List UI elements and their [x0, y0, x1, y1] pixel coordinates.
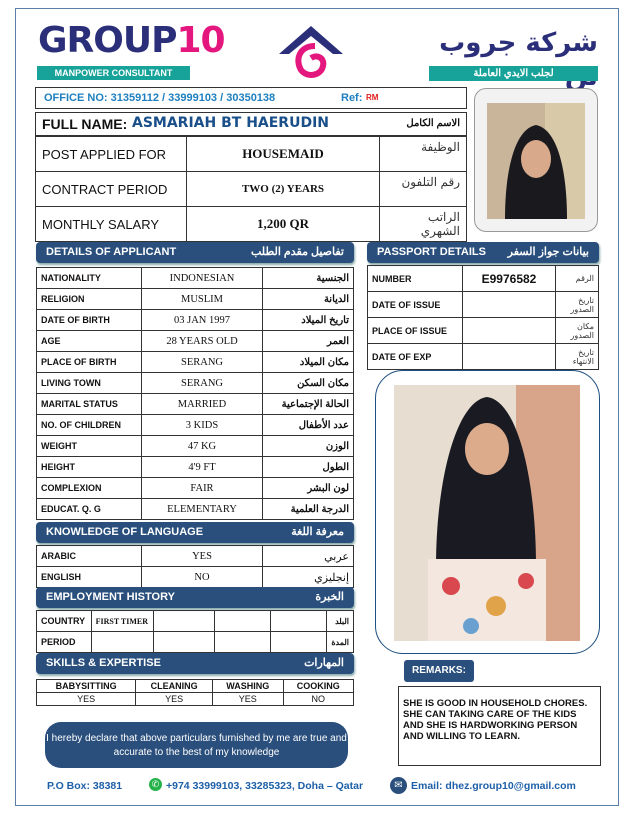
language-table: [36, 545, 354, 588]
table-row: PERIOD المدة: [37, 632, 354, 653]
table-row: RELIGION MUSLIM الديانة: [37, 289, 354, 310]
table-row: EDUCAT. Q. G ELEMENTARY الدرجة العلمية: [37, 499, 354, 520]
table-row: YES YES YES NO: [37, 693, 354, 706]
employment-header: EMPLOYMENT HISTORY الخبرة: [36, 587, 354, 608]
passport-table: [367, 265, 599, 370]
table-row: NATIONALITY INDONESIAN الجنسية: [37, 268, 354, 289]
applicant-photo-small: [474, 88, 598, 232]
table-row: HEIGHT 4'9 FT الطول: [37, 457, 354, 478]
full-name-value: ASMARIAH BT HAERUDIN: [132, 115, 330, 131]
ref-value: RM: [366, 93, 379, 102]
logo-subtitle-arabic: لجلب الايدي العاملة: [429, 66, 598, 81]
table-row: NUMBER E9976582 الرقم: [368, 266, 599, 292]
table-row: PLACE OF ISSUE مكان الصدور: [368, 318, 599, 344]
salary-value: 1,200 QR: [187, 207, 380, 242]
footer-phone: +974 33999103, 33285323, Doha – Qatar: [166, 780, 364, 792]
table-row: DATE OF BIRTH 03 JAN 1997 تاريخ الميلاد: [37, 310, 354, 331]
table-row: COMPLEXION FAIR لون البشر: [37, 478, 354, 499]
salary-label: MONTHLY SALARY: [36, 207, 187, 242]
contract-value: TWO (2) YEARS: [187, 172, 380, 207]
post-value: HOUSEMAID: [187, 137, 380, 172]
table-row: MARITAL STATUS MARRIED الحالة الإجتماعية: [37, 394, 354, 415]
po-box: P.O Box: 38381: [47, 780, 123, 792]
ref-label: Ref:: [341, 92, 363, 104]
table-row: LIVING TOWN SERANG مكان السكن: [37, 373, 354, 394]
table-row: DATE OF ISSUE تاريخ الصدور: [368, 292, 599, 318]
full-name-row: [35, 112, 467, 136]
applicant-photo-large: [375, 370, 600, 654]
job-info-table: [35, 136, 467, 242]
passport-header: PASSPORT DETAILS بيانات جواز السفر: [367, 242, 599, 263]
office-numbers: [35, 87, 467, 109]
table-row: [36, 207, 467, 242]
details-header: DETAILS OF APPLICANT تفاصيل مقدم الطلب: [36, 242, 354, 263]
table-row: COUNTRY FIRST TIMER البلد: [37, 611, 354, 632]
whatsapp-icon: ✆: [149, 778, 162, 791]
table-row: ARABIC YES عربي: [37, 546, 354, 567]
table-row: AGE 28 YEARS OLD العمر: [37, 331, 354, 352]
table-row: DATE OF EXP تاريخ الانتهاء: [368, 344, 599, 370]
office-text: OFFICE NO: 31359112 / 33999103 / 30350138: [44, 92, 276, 104]
logo-mark-icon: [275, 20, 347, 82]
salary-arabic: الراتب الشهري: [380, 207, 467, 242]
table-row: WEIGHT 47 KG الوزن: [37, 436, 354, 457]
logo-subtitle-english: MANPOWER CONSULTANT: [37, 66, 190, 80]
table-row: NO. OF CHILDREN 3 KIDS عدد الأطفال: [37, 415, 354, 436]
table-row: BABYSITTING CLEANING WASHING COOKING: [37, 680, 354, 693]
table-row: PLACE OF BIRTH SERANG مكان الميلاد: [37, 352, 354, 373]
remarks-text: SHE IS GOOD IN HOUSEHOLD CHORES. SHE CAN TAKING CARE OF THE KIDS AND SHE IS HARDWORKING PERSON AND WILLING TO LEARN.: [398, 686, 601, 766]
contract-label: CONTRACT PERIOD: [36, 172, 187, 207]
email-icon: ✉: [390, 777, 407, 794]
table-row: ENGLISH NO إنجليزي: [37, 567, 354, 588]
skills-table: [36, 679, 354, 706]
contract-arabic: رقم التلفون: [380, 172, 467, 207]
post-arabic: الوظيفة: [380, 137, 467, 172]
skills-header: SKILLS & EXPERTISE المهارات: [36, 653, 354, 674]
logo-arabic: شركة جروب: [439, 28, 598, 58]
declaration: I hereby declare that above particulars furnished by me are true and accurate to the best of my knowledge: [45, 722, 348, 768]
employment-table: [36, 610, 354, 653]
full-name-label: FULL NAME:: [42, 116, 128, 132]
language-header: KNOWLEDGE OF LANGUAGE معرفة اللغة: [36, 522, 354, 543]
footer-email: Email: dhez.group10@gmail.com: [411, 780, 576, 792]
remarks-label: REMARKS:: [404, 660, 474, 682]
full-name-arabic: الاسم الكامل: [406, 118, 460, 129]
table-row: [36, 137, 467, 172]
details-table: [36, 267, 354, 520]
logo-english: GROUP10: [38, 20, 225, 61]
table-row: [36, 172, 467, 207]
post-label: POST APPLIED FOR: [36, 137, 187, 172]
